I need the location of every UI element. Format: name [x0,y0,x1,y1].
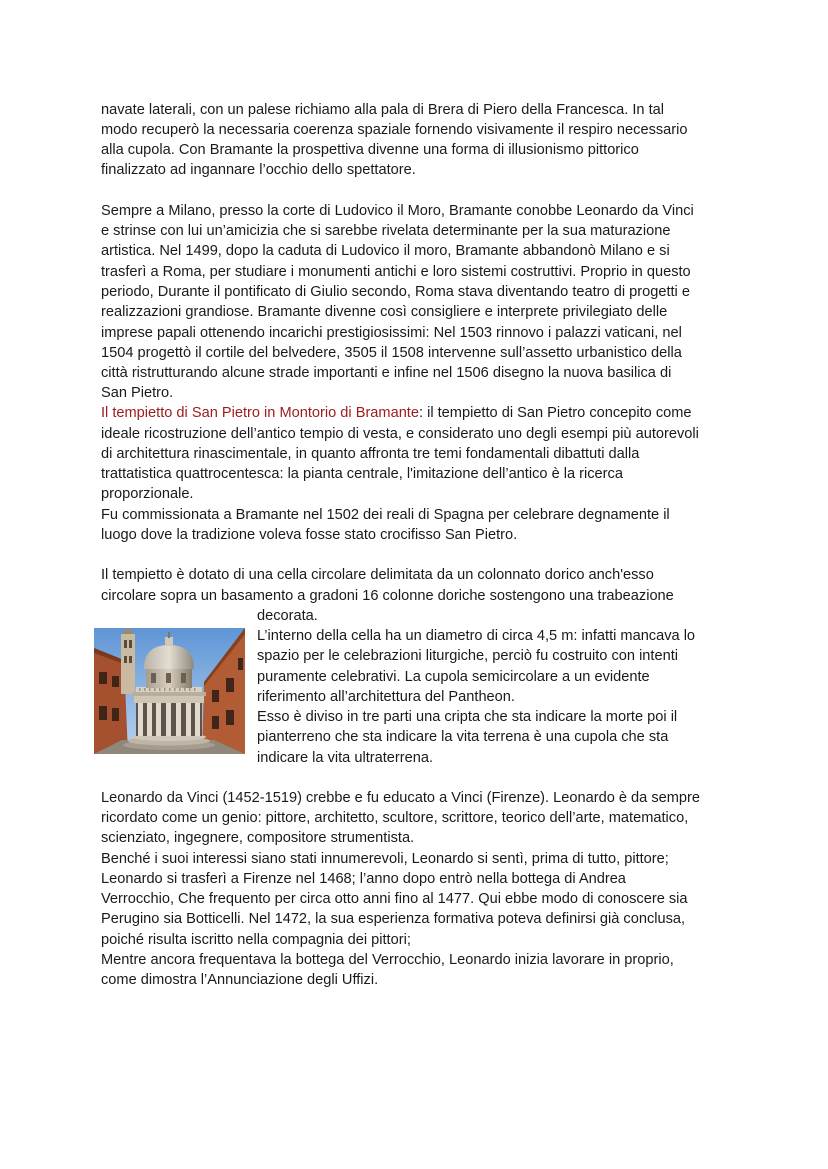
text-line: e strinse con lui un’amicizia che si sarebbe rivelata determinante per la sua maturazione [101,223,671,239]
text-line: di architettura rinascimentale, in quanto affronta tre temi fondamentali dibattuti dalla [101,446,640,462]
heading-line [101,403,692,423]
text-line: indicare la vita ultraterrena. [257,750,434,766]
text-line: spazio per le celebrazioni liturgiche, perciò fu costruito con intenti [257,648,679,664]
text-line: ideale ricostruzione dell’antico tempio di vesta, e considerato uno degli esempi più autorevoli [101,426,699,442]
text-line: artistica. Nel 1499, dopo la caduta di Ludovico il moro, Bramante abbandonò Milano e si [101,243,670,259]
text-line: decorata. [257,608,318,624]
text-line: periodo, Durante il pontificato di Giulio secondo, Roma stava diventando teatro di progetti e [101,284,690,300]
text-line: San Pietro. [101,385,174,401]
section-heading: Il tempietto di San Pietro in Montorio di Bramante [101,405,419,421]
text-line: trasferì a Roma, per studiare i monumenti antichi e loro sistemi costruttivi. Proprio in questo [101,264,691,280]
text-line: trattatistica quattrocentesca: la pianta centrale, l'imitazione dell’antico è la ricerca [101,466,623,482]
heading-continuation: : il tempietto di San Pietro concepito come [418,405,692,421]
text-line: imprese papali ottenendo incarichi prestigiosissimi: Nel 1503 rinnovo i palazzi vaticani, nel [101,325,682,341]
text-line: poiché risulta iscritto nella compagnia dei pittori; [101,932,411,948]
text-line: finalizzato ad ingannare l’occhio dello spettatore. [101,162,416,178]
text-line: Benché i suoi interessi siano stati innumerevoli, Leonardo si sentì, prima di tutto, pittore; [101,851,669,867]
text-line: alla cupola. Con Bramante la prospettiva divenne una forma di illusionismo pittorico [101,142,639,158]
text-line: ricordato come un genio: pittore, architetto, scultore, scrittore, teorico dell’arte, matematico, [101,810,689,826]
text-line: Mentre ancora frequentava la bottega del Verrocchio, Leonardo inizia lavorare in proprio, [101,952,674,968]
text-line: Esso è diviso in tre parti una cripta che sta indicare la morte poi il [257,709,678,725]
text-line: 1504 progettò il cortile del belvedere, 3505 il 1508 intervenne sull’assetto urbanistico della [101,345,682,361]
text-line: Perugino sia Botticelli. Nel 1472, la sua esperienza formativa poteva definirsi già conclusa, [101,911,686,927]
text-line: proporzionale. [101,486,194,502]
text-line: puramente celebrativi. La cupola semicircolare a un evidente [257,669,650,685]
text-line: Verrocchio, Che frequento per circa otto anni fino al 1477. Qui ebbe modo di conoscere sia [101,891,688,907]
text-line: Leonardo da Vinci (1452-1519) crebbe e fu educato a Vinci (Firenze). Leonardo è da sempre [101,790,700,806]
text-line: modo recuperò la necessaria coerenza spaziale fornendo visivamente il respiro necessario [101,122,688,138]
text-line: pianterreno che sta indicare la vita terrena è una cupola che sta [257,729,669,745]
text-line: come dimostra l’Annunciazione degli Uffizi. [101,972,379,988]
text-line: realizzazioni grandiose. Bramante divenne così consigliere e interprete privilegiato delle [101,304,668,320]
text-line: città ristrutturando alcune strade importanti e infine nel 1506 disegno la nuova basilica di [101,365,672,381]
text-line: Il tempietto è dotato di una cella circolare delimitata da un colonnato dorico anch'esso [101,567,654,583]
text-line: Sempre a Milano, presso la corte di Ludovico il Moro, Bramante conobbe Leonardo da Vinci [101,203,694,219]
text-line: luogo dove la tradizione voleva fosse stato crocifisso San Pietro. [101,527,518,543]
tempietto-photo [94,628,245,754]
text-line: scienziato, ingegnere, compositore strumentista. [101,830,415,846]
text-line: Leonardo si trasferì a Firenze nel 1468; l’anno dopo entrò nella bottega di Andrea [101,871,626,887]
text-line: L’interno della cella ha un diametro di circa 4,5 m: infatti mancava lo [257,628,696,644]
text-line: riferimento all’architettura del Pantheon. [257,689,515,705]
text-line: Fu commissionata a Bramante nel 1502 dei reali di Spagna per celebrare degnamente il [101,507,670,523]
text-line: navate laterali, con un palese richiamo alla pala di Brera di Piero della Francesca. In tal [101,102,664,118]
text-line: circolare sopra un basamento a gradoni 16 colonne doriche sostengono una trabeazione [101,588,674,604]
